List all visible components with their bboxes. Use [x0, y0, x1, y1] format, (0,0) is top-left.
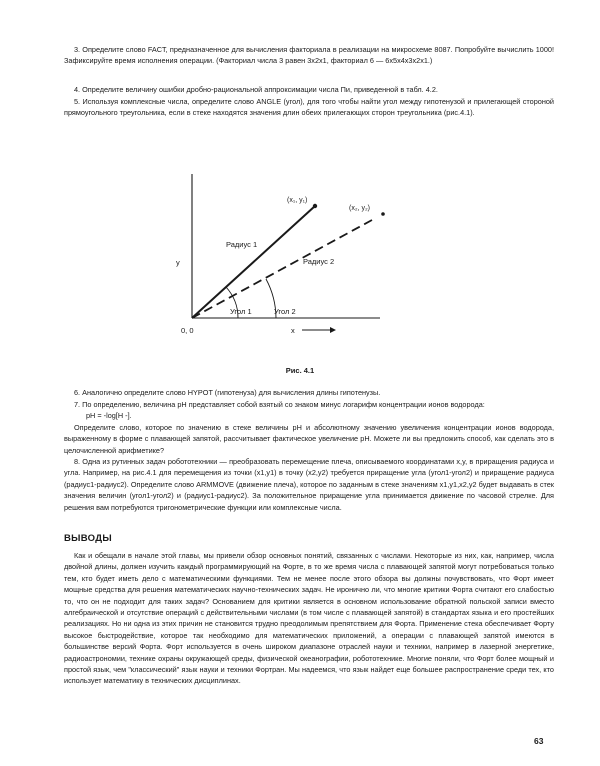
exercise-4: 4. Определите величину ошибки дробно-рациональной аппроксимации числа Пи, приведенной в табл. 4.2.	[74, 85, 438, 94]
page-number: 63	[534, 736, 544, 746]
figure-4-1	[0, 140, 600, 370]
exercise-7: 7. По определению, величина pH представляет собой взятый со знаком минус логарифм концентрации ионов водорода:	[74, 400, 485, 409]
y-axis-label: y	[176, 258, 180, 267]
conclusions-paragraph: Как и обещали в начале этой главы, мы привели обзор основных понятий, связанных с числами. Некоторые из них, как, например, числа двойной длины, должен изучить каждый программирующий на Форте, в то же время числа с плавающей запятой могут потребоваться только тем, кто будет иметь дело с математическими функциями. Тем не менее после этого обзора вы должны почувствовать, что Форт имеет мощные средства для решения математических научно-технических задач. Не иронично ли, что многие критики Форта считают его слабостью то, что он не подходит для таких задач? Основанием для критики является в основном использование обратной польской записи вместо алгебраической и отсутствие операций с действительными числами (в том числе с плавающей запятой) в стандартах языка и его простейших реализациях. Но ни одна из этих причин не становится трудно преодолимым препятствием для Форта. Применение стека обеспечивает Форту высокое быстродействие, которое так необходимо для математических приложений, а операции с плавающей запятой имеются в большинстве версий Форта. Форт используется в очень широком диапазоне отраслей науки и техники, например в лазерной энергетике, радиоастрономии, технике охраны окружающей среды, физической океанографии, робототехнике. Многие поняли, что Форт более мощный и простой язык, чем "классический" язык науки и техники Фортран. Мы надеемся, что язык найдет еще большее распространение среди тех, кто использует математику в технических дисциплинах.	[64, 551, 554, 686]
point-1	[313, 204, 317, 208]
radius-2-label: Радиус 2	[303, 257, 335, 266]
point-1-label: (x₁, y₁)	[287, 197, 308, 204]
origin-label: 0, 0	[181, 326, 194, 335]
x-axis-label: x	[291, 326, 295, 335]
angle-2-label: Угол 2	[274, 307, 296, 316]
exercise-3: 3. Определите слово FACT, предназначенное для вычисления факториала в реализации на микросхеме 8087. Попробуйте вычислить 1000! Зафиксируйте время исполнения операции. (Факториал числа 3 равен 3x2x1, факториал 6 — 6x5x4x3x2x1.)	[64, 45, 554, 66]
angle-1-label: Угол 1	[230, 307, 252, 316]
x-arrow-head	[330, 327, 336, 333]
exercise-8: 8. Одна из рутинных задач робототехники — преобразовать перемещение плеча, описываемого координатами x,y, в приращения радиуса и угла. Например, на рис.4.1 для перемещения из точки (x1,y1) в точку (x2,y2) требуется приращение угла (угол1-угол2) и приращение радиуса (радиус1-радиус2). Определите слово ARMMOVE (движение плеча), которое по заданным в стеке значениям x1,y1,x2,y2 будет выдавать в стек значения величин (угол1-угол2) и (радиус1-радиус2). За положительное приращение угла принимается движение по часовой стрелке. Для решения вам потребуются тригонометрические функции или комплексные числа.	[64, 457, 554, 512]
figure-caption: Рис. 4.1	[285, 366, 315, 375]
ph-formula: pH = -log[H -].	[86, 411, 132, 420]
radius-1-label: Радиус 1	[226, 240, 258, 249]
section-heading: ВЫВОДЫ	[64, 533, 112, 544]
exercise-5: 5. Используя комплексные числа, определите слово ANGLE (угол), для того чтобы найти угол между гипотенузой и прилегающей стороной прямоугольного треугольника, если в стеке находятся значения длин обеих прилегающих сторон треугольника (рис.4.1).	[64, 97, 554, 118]
point-2	[381, 212, 385, 216]
exercise-7-task: Определите слово, которое по значению в стеке величины pH и абсолютному значению увеличения концентрации ионов водорода, выраженному в форме с плавающей запятой, рассчитывает фактическое увеличение pH. Можете ли вы предложить способ, как сделать это в целочисленной арифметике?	[64, 423, 554, 455]
point-2-label: (x₂, y₂)	[349, 205, 370, 212]
exercise-6: 6. Аналогично определите слово HYPOT (гипотенуза) для вычисления длины гипотенузы.	[74, 388, 381, 397]
